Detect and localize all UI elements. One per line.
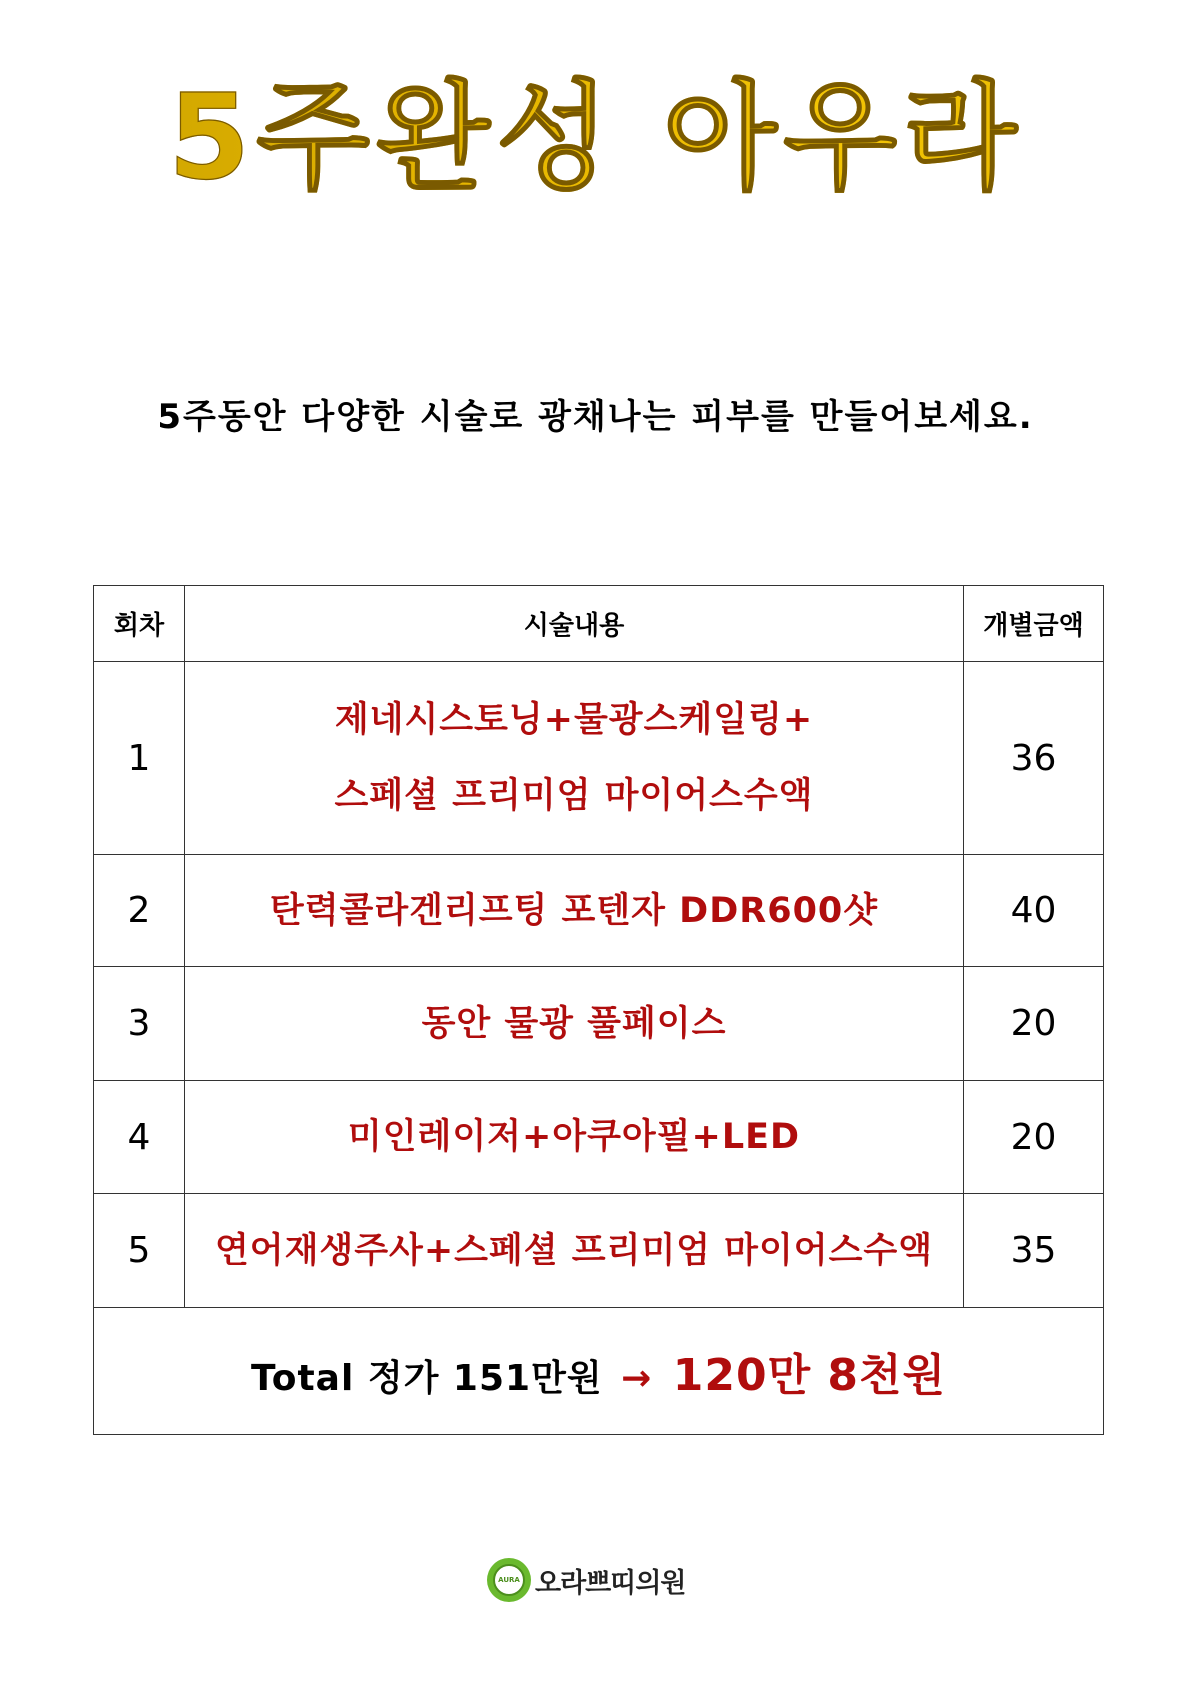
table-row bbox=[94, 1081, 1104, 1194]
table-row bbox=[94, 1194, 1104, 1308]
treatment-content: 동안 물광 풀페이스 bbox=[185, 967, 964, 1081]
treatment-price-table bbox=[93, 585, 1104, 1435]
round-number: 1 bbox=[94, 662, 185, 855]
arrow-icon: → bbox=[621, 1358, 653, 1399]
round-number: 5 bbox=[94, 1194, 185, 1308]
table-row bbox=[94, 855, 1104, 967]
total-row bbox=[94, 1308, 1104, 1435]
treatment-content-line: 스페셜 프리미엄 마이어스수액 bbox=[334, 776, 814, 816]
page-subtitle: 5주동안 다양한 시술로 광채나는 피부를 만들어보세요. bbox=[157, 397, 1034, 437]
individual-price: 35 bbox=[964, 1194, 1104, 1308]
header-round: 회차 bbox=[94, 586, 185, 662]
total-regular-price: Total 정가 151만원 bbox=[250, 1358, 603, 1399]
treatment-content: 미인레이저+아쿠아필+LED bbox=[185, 1081, 964, 1194]
round-number: 4 bbox=[94, 1081, 185, 1194]
round-number: 2 bbox=[94, 855, 185, 967]
individual-price: 36 bbox=[964, 662, 1104, 855]
treatment-content: 연어재생주사+스페셜 프리미엄 마이어스수액 bbox=[185, 1194, 964, 1308]
individual-price: 40 bbox=[964, 855, 1104, 967]
aura-logo-mark: AURA bbox=[493, 1564, 525, 1596]
header-content: 시술내용 bbox=[185, 586, 964, 662]
page-title: 5주완성 아우라 bbox=[0, 62, 1191, 212]
clinic-name: 오라쁘띠의원 bbox=[535, 1567, 686, 1599]
clinic-logo bbox=[487, 1555, 686, 1605]
table-row bbox=[94, 967, 1104, 1081]
aura-logo-icon bbox=[487, 1558, 531, 1602]
header-price: 개별금액 bbox=[964, 586, 1104, 662]
treatment-content: 탄력콜라겐리프팅 포텐자 DDR600샷 bbox=[185, 855, 964, 967]
total-cell bbox=[94, 1308, 1104, 1435]
treatment-content bbox=[185, 662, 964, 855]
total-line bbox=[250, 1350, 947, 1401]
individual-price: 20 bbox=[964, 1081, 1104, 1194]
table-row bbox=[94, 662, 1104, 855]
total-sale-price: 120만 8천원 bbox=[672, 1350, 947, 1401]
individual-price: 20 bbox=[964, 967, 1104, 1081]
treatment-content-line: 제네시스토닝+물광스케일링+ bbox=[334, 700, 814, 740]
round-number: 3 bbox=[94, 967, 185, 1081]
table-header-row bbox=[94, 586, 1104, 662]
